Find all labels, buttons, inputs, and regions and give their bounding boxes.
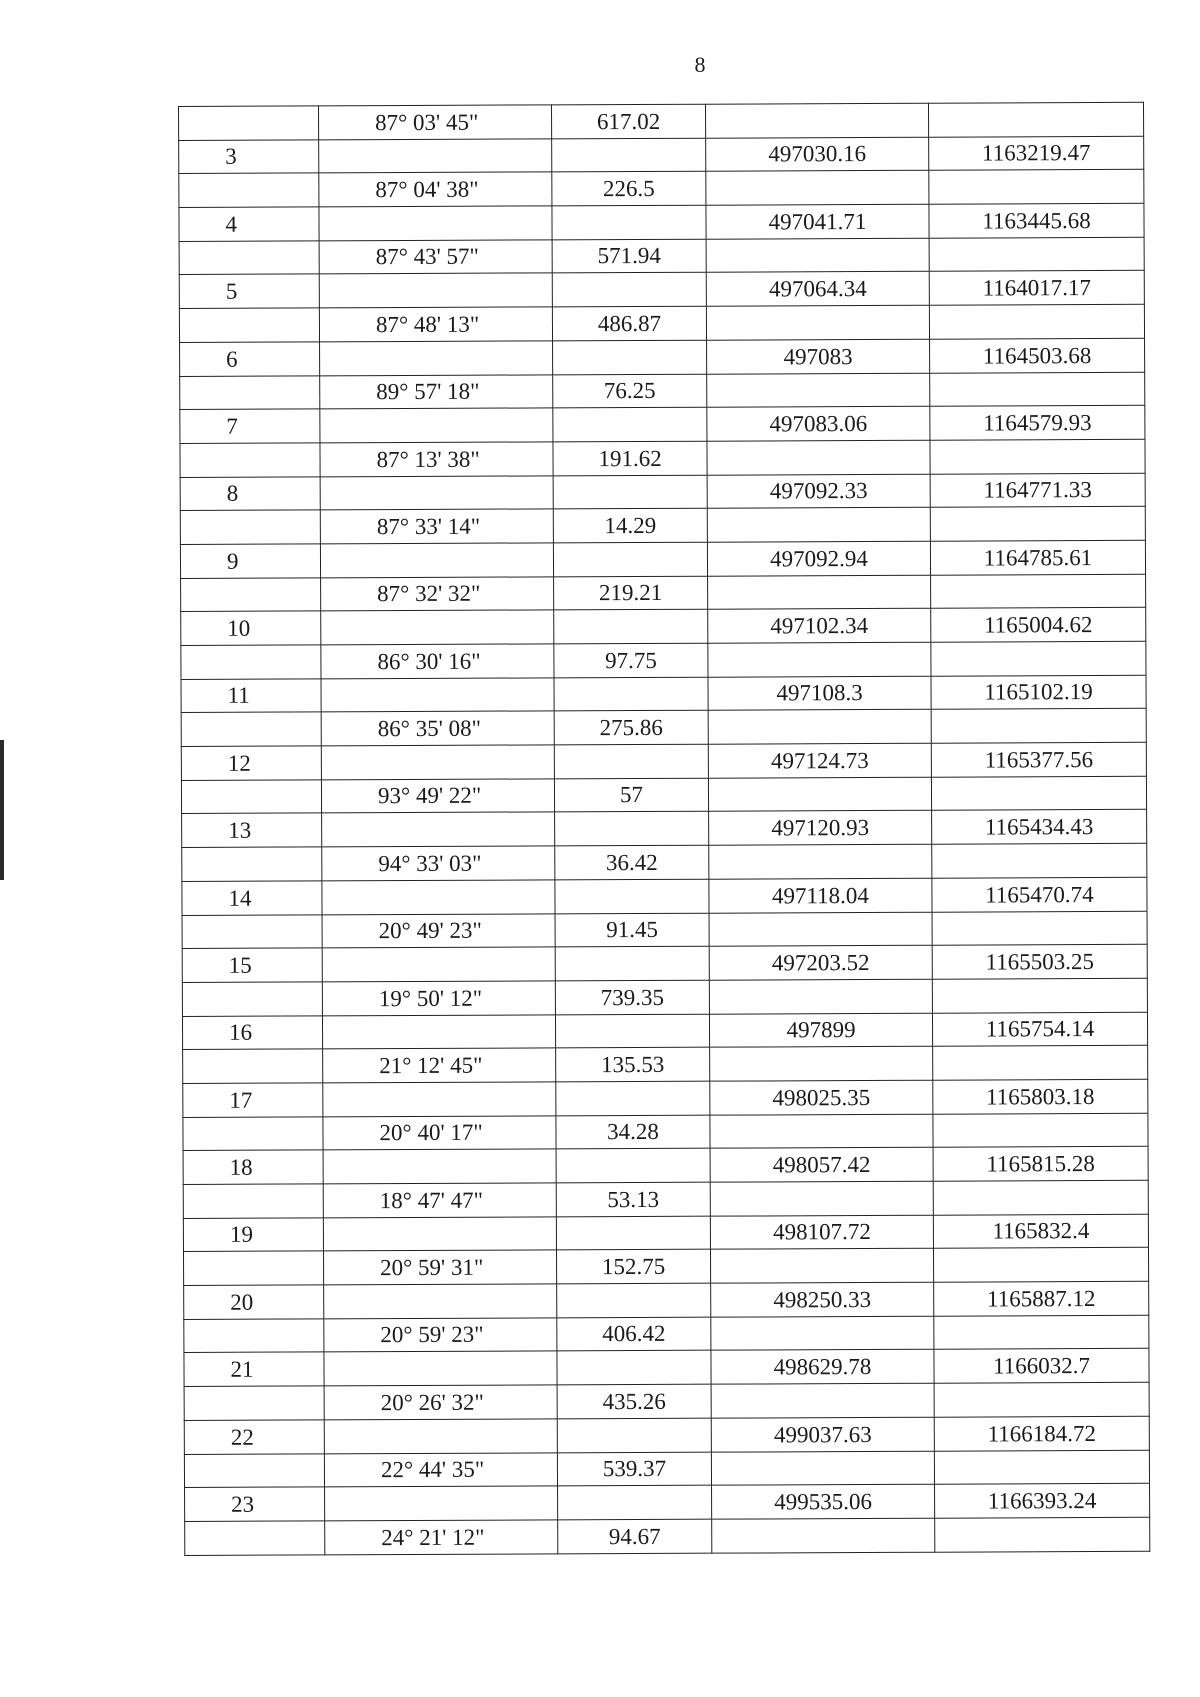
station-cell: 17 — [183, 1083, 323, 1117]
distance-cell — [557, 1283, 711, 1317]
station-row — [182, 944, 1147, 982]
distance-cell: 135.53 — [556, 1047, 710, 1081]
northing-cell — [932, 843, 1147, 878]
station-row — [183, 1214, 1148, 1252]
bearing-cell: 87° 32' 32" — [321, 576, 554, 611]
northing-cell — [935, 1517, 1150, 1552]
easting-cell — [711, 1383, 934, 1418]
station-cell — [180, 375, 320, 409]
segment-row — [184, 1450, 1149, 1488]
station-row — [183, 1147, 1148, 1185]
station-cell — [180, 443, 320, 477]
easting-cell: 497092.94 — [707, 541, 930, 576]
easting-cell: 498250.33 — [711, 1282, 934, 1317]
bearing-cell — [319, 139, 552, 174]
station-cell — [182, 847, 322, 881]
easting-cell: 497102.34 — [708, 609, 931, 644]
easting-cell — [708, 642, 931, 677]
bearing-cell: 86° 35' 08" — [321, 711, 554, 746]
station-cell — [181, 712, 321, 746]
station-row — [180, 473, 1145, 511]
distance-cell — [555, 946, 709, 980]
distance-cell: 571.94 — [552, 239, 706, 273]
segment-row — [181, 641, 1146, 679]
easting-cell — [711, 1316, 934, 1351]
northing-cell: 1164503.68 — [930, 338, 1145, 373]
bearing-cell — [320, 408, 553, 443]
station-row — [182, 877, 1147, 915]
easting-cell — [705, 103, 928, 138]
bearing-cell — [321, 678, 554, 713]
bearing-cell: 87° 04' 38" — [319, 172, 552, 207]
easting-cell: 498629.78 — [711, 1350, 934, 1385]
segment-row — [179, 102, 1144, 140]
distance-cell — [557, 1418, 711, 1452]
bearing-cell: 22° 44' 35" — [324, 1452, 557, 1487]
distance-cell: 617.02 — [551, 104, 705, 138]
distance-cell — [553, 542, 707, 576]
northing-cell: 1165832.4 — [933, 1214, 1148, 1249]
distance-cell — [554, 677, 708, 711]
distance-cell — [555, 1014, 709, 1048]
bearing-cell: 20° 59' 31" — [323, 1250, 556, 1285]
northing-cell — [931, 709, 1146, 744]
easting-cell — [710, 1114, 933, 1149]
bearing-cell — [325, 1486, 558, 1521]
bearing-cell — [319, 206, 552, 241]
page-number: 8 — [694, 52, 706, 77]
northing-cell — [930, 439, 1145, 474]
easting-cell: 497108.3 — [708, 676, 931, 711]
bearing-cell — [322, 1014, 555, 1049]
bearing-cell: 87° 13' 38" — [320, 442, 553, 477]
station-cell — [179, 241, 319, 275]
easting-cell: 497118.04 — [709, 878, 932, 913]
northing-cell — [932, 978, 1147, 1013]
station-cell: 21 — [184, 1352, 324, 1386]
distance-cell — [556, 1081, 710, 1115]
station-cell: 22 — [184, 1420, 324, 1454]
distance-cell — [554, 744, 708, 778]
station-cell — [181, 645, 321, 679]
northing-cell — [933, 1180, 1148, 1215]
segment-row — [180, 439, 1145, 477]
easting-cell — [709, 979, 932, 1014]
station-cell: 13 — [182, 813, 322, 847]
northing-cell: 1163445.68 — [929, 203, 1144, 238]
northing-cell: 1165754.14 — [932, 1012, 1147, 1047]
distance-cell: 57 — [554, 778, 708, 812]
easting-cell: 497120.93 — [709, 811, 932, 846]
distance-cell: 219.21 — [554, 576, 708, 610]
segment-row — [180, 507, 1145, 545]
station-cell — [179, 173, 319, 207]
easting-cell — [709, 912, 932, 947]
bearing-cell — [319, 273, 552, 308]
northing-cell — [931, 641, 1146, 676]
segment-row — [183, 1113, 1148, 1151]
bearing-cell — [320, 341, 553, 376]
distance-cell: 53.13 — [556, 1182, 710, 1216]
station-row — [180, 405, 1145, 443]
station-cell: 16 — [182, 1015, 322, 1049]
northing-cell — [933, 1046, 1148, 1081]
station-cell: 8 — [180, 476, 320, 510]
easting-cell — [710, 1181, 933, 1216]
distance-cell — [553, 340, 707, 374]
bearing-cell: 24° 21' 12" — [325, 1520, 558, 1555]
bearing-cell — [322, 947, 555, 982]
easting-cell — [707, 440, 930, 475]
easting-cell: 497083.06 — [707, 406, 930, 441]
bearing-cell — [323, 1149, 556, 1184]
station-cell — [183, 1117, 323, 1151]
distance-cell: 34.28 — [556, 1115, 710, 1149]
coordinate-table — [178, 102, 1150, 1556]
northing-cell: 1165004.62 — [931, 608, 1146, 643]
station-cell: 23 — [185, 1487, 325, 1521]
station-row — [185, 1483, 1150, 1521]
distance-cell — [556, 1216, 710, 1250]
easting-cell — [707, 373, 930, 408]
distance-cell: 226.5 — [552, 172, 706, 206]
station-cell: 12 — [181, 746, 321, 780]
station-row — [179, 136, 1144, 174]
easting-cell: 497203.52 — [709, 945, 932, 980]
easting-cell: 497041.71 — [706, 204, 929, 239]
station-cell: 3 — [179, 140, 319, 174]
bearing-cell — [322, 812, 555, 847]
northing-cell — [928, 102, 1143, 137]
distance-cell: 539.37 — [557, 1452, 711, 1486]
easting-cell — [706, 238, 929, 273]
distance-cell — [553, 407, 707, 441]
bearing-cell — [322, 880, 555, 915]
station-row — [179, 271, 1144, 309]
easting-cell — [706, 171, 929, 206]
distance-cell — [552, 138, 706, 172]
station-cell — [182, 982, 322, 1016]
distance-cell: 36.42 — [555, 845, 709, 879]
distance-cell: 739.35 — [555, 980, 709, 1014]
scan-edge-mark — [0, 740, 4, 880]
station-cell — [181, 780, 321, 814]
station-row — [181, 675, 1146, 713]
distance-cell — [556, 1149, 710, 1183]
easting-cell: 497083 — [707, 339, 930, 374]
easting-cell — [710, 1249, 933, 1284]
station-cell: 14 — [182, 881, 322, 915]
station-row — [184, 1416, 1149, 1454]
station-row — [181, 742, 1146, 780]
station-cell — [181, 578, 321, 612]
easting-cell — [708, 777, 931, 812]
easting-cell: 497030.16 — [706, 137, 929, 172]
bearing-cell — [323, 1082, 556, 1117]
northing-cell — [931, 574, 1146, 609]
distance-cell — [552, 273, 706, 307]
station-row — [182, 810, 1147, 848]
easting-cell — [706, 305, 929, 340]
northing-cell: 1164017.17 — [929, 271, 1144, 306]
station-cell — [182, 914, 322, 948]
segment-row — [185, 1517, 1150, 1555]
bearing-cell: 89° 57' 18" — [320, 374, 553, 409]
bearing-cell: 21° 12' 45" — [323, 1048, 556, 1083]
distance-cell — [555, 879, 709, 913]
northing-cell — [934, 1382, 1149, 1417]
northing-cell: 1166393.24 — [935, 1483, 1150, 1518]
easting-cell: 497124.73 — [708, 743, 931, 778]
bearing-cell: 20° 59' 23" — [324, 1318, 557, 1353]
distance-cell — [557, 1351, 711, 1385]
segment-row — [183, 1180, 1148, 1218]
distance-cell: 406.42 — [557, 1317, 711, 1351]
northing-cell — [934, 1315, 1149, 1350]
northing-cell — [933, 1248, 1148, 1283]
station-cell — [185, 1521, 325, 1555]
easting-cell: 499037.63 — [711, 1417, 934, 1452]
bearing-cell: 86° 30' 16" — [321, 644, 554, 679]
station-row — [183, 1079, 1148, 1117]
northing-cell — [929, 170, 1144, 205]
segment-row — [181, 574, 1146, 612]
station-cell — [184, 1386, 324, 1420]
segment-row — [182, 843, 1147, 881]
easting-cell: 498107.72 — [710, 1215, 933, 1250]
station-cell — [183, 1184, 323, 1218]
station-cell: 9 — [180, 544, 320, 578]
station-cell — [184, 1453, 324, 1487]
northing-cell — [930, 507, 1145, 542]
station-cell: 15 — [182, 948, 322, 982]
bearing-cell — [321, 610, 554, 645]
station-row — [179, 203, 1144, 241]
station-cell — [184, 1319, 324, 1353]
northing-cell: 1164785.61 — [930, 540, 1145, 575]
northing-cell: 1166184.72 — [934, 1416, 1149, 1451]
northing-cell — [932, 911, 1147, 946]
segment-row — [180, 372, 1145, 410]
distance-cell — [555, 812, 709, 846]
bearing-cell: 87° 48' 13" — [319, 307, 552, 342]
station-cell: 4 — [179, 207, 319, 241]
station-cell: 20 — [184, 1285, 324, 1319]
station-cell — [179, 308, 319, 342]
distance-cell — [558, 1485, 712, 1519]
coordinate-table-body — [179, 102, 1150, 1555]
northing-cell: 1165102.19 — [931, 675, 1146, 710]
northing-cell: 1165377.56 — [931, 742, 1146, 777]
easting-cell — [708, 575, 931, 610]
easting-cell: 498025.35 — [710, 1080, 933, 1115]
bearing-cell: 18° 47' 47" — [323, 1183, 556, 1218]
bearing-cell — [324, 1351, 557, 1386]
station-row — [184, 1281, 1149, 1319]
easting-cell — [712, 1518, 935, 1553]
northing-cell — [934, 1450, 1149, 1485]
segment-row — [179, 304, 1144, 342]
distance-cell: 435.26 — [557, 1384, 711, 1418]
station-cell: 18 — [183, 1150, 323, 1184]
easting-cell: 499535.06 — [712, 1484, 935, 1519]
bearing-cell: 20° 40' 17" — [323, 1115, 556, 1150]
distance-cell — [552, 205, 706, 239]
distance-cell: 91.45 — [555, 913, 709, 947]
station-cell — [183, 1049, 323, 1083]
easting-cell — [711, 1451, 934, 1486]
segment-row — [184, 1382, 1149, 1420]
bearing-cell: 20° 26' 32" — [324, 1385, 557, 1420]
northing-cell — [929, 304, 1144, 339]
segment-row — [182, 978, 1147, 1016]
easting-cell — [710, 1046, 933, 1081]
station-row — [181, 608, 1146, 646]
distance-cell — [553, 475, 707, 509]
bearing-cell: 87° 03' 45" — [319, 105, 552, 140]
distance-cell: 14.29 — [553, 508, 707, 542]
northing-cell: 1165470.74 — [932, 877, 1147, 912]
bearing-cell — [324, 1419, 557, 1454]
northing-cell — [929, 237, 1144, 272]
station-row — [180, 540, 1145, 578]
northing-cell: 1164771.33 — [930, 473, 1145, 508]
segment-row — [179, 237, 1144, 275]
bearing-cell — [321, 745, 554, 780]
distance-cell: 76.25 — [553, 374, 707, 408]
northing-cell — [933, 1113, 1148, 1148]
distance-cell: 94.67 — [558, 1519, 712, 1553]
bearing-cell — [324, 1284, 557, 1319]
easting-cell: 497092.33 — [707, 474, 930, 509]
northing-cell: 1164579.93 — [930, 405, 1145, 440]
distance-cell: 97.75 — [554, 643, 708, 677]
easting-cell — [707, 507, 930, 542]
northing-cell: 1166032.7 — [934, 1349, 1149, 1384]
segment-row — [179, 170, 1144, 208]
bearing-cell: 93° 49' 22" — [321, 779, 554, 814]
northing-cell — [930, 372, 1145, 407]
easting-cell — [708, 710, 931, 745]
station-cell: 5 — [179, 274, 319, 308]
segment-row — [181, 776, 1146, 814]
station-cell: 7 — [180, 409, 320, 443]
distance-cell: 191.62 — [553, 441, 707, 475]
easting-cell: 497064.34 — [706, 272, 929, 307]
northing-cell: 1165434.43 — [932, 810, 1147, 845]
bearing-cell: 94° 33' 03" — [322, 846, 555, 881]
bearing-cell: 87° 33' 14" — [320, 509, 553, 544]
distance-cell: 486.87 — [552, 306, 706, 340]
segment-row — [183, 1046, 1148, 1084]
easting-cell — [709, 844, 932, 879]
distance-cell: 152.75 — [556, 1250, 710, 1284]
station-row — [180, 338, 1145, 376]
northing-cell: 1165503.25 — [932, 944, 1147, 979]
station-row — [184, 1349, 1149, 1387]
easting-cell: 497899 — [709, 1013, 932, 1048]
distance-cell: 275.86 — [554, 711, 708, 745]
segment-row — [183, 1248, 1148, 1286]
bearing-cell — [323, 1217, 556, 1252]
distance-cell — [554, 610, 708, 644]
station-cell — [183, 1251, 323, 1285]
segment-row — [184, 1315, 1149, 1353]
bearing-cell: 20° 49' 23" — [322, 913, 555, 948]
station-cell: 10 — [181, 611, 321, 645]
easting-cell: 498057.42 — [710, 1148, 933, 1183]
station-cell: 6 — [180, 342, 320, 376]
bearing-cell — [320, 475, 553, 510]
northing-cell: 1165887.12 — [934, 1281, 1149, 1316]
station-row — [182, 1012, 1147, 1050]
station-cell: 19 — [183, 1218, 323, 1252]
bearing-cell: 87° 43' 57" — [319, 240, 552, 275]
segment-row — [181, 709, 1146, 747]
northing-cell: 1165815.28 — [933, 1147, 1148, 1182]
bearing-cell: 19° 50' 12" — [322, 981, 555, 1016]
station-cell — [180, 510, 320, 544]
segment-row — [182, 911, 1147, 949]
northing-cell: 1165803.18 — [933, 1079, 1148, 1114]
station-cell: 11 — [181, 679, 321, 713]
northing-cell — [931, 776, 1146, 811]
station-cell — [179, 106, 319, 140]
northing-cell: 1163219.47 — [929, 136, 1144, 171]
bearing-cell — [320, 543, 553, 578]
